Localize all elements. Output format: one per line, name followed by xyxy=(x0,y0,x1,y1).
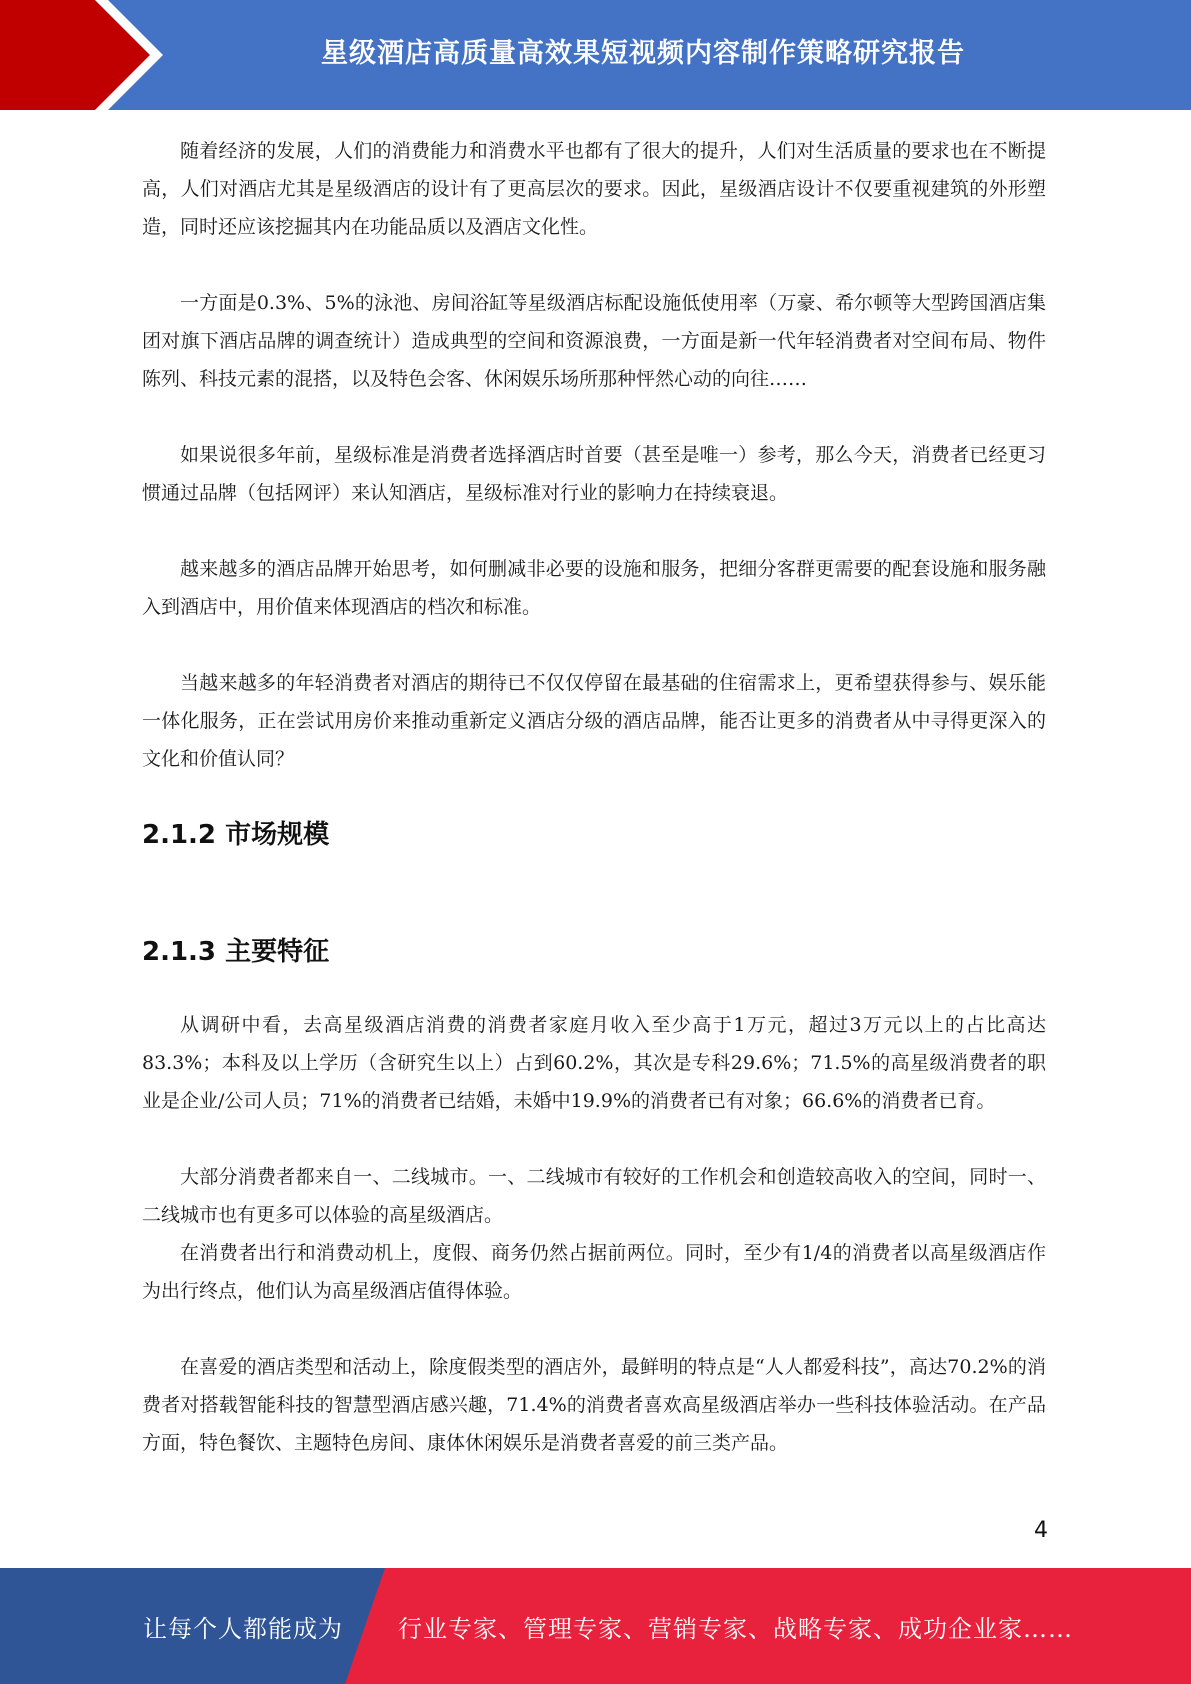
paragraph-9: 在喜爱的酒店类型和活动上，除度假类型的酒店外，最鲜明的特点是“人人都爱科技”，高达70.2%的消费者对搭载智能科技的智慧型酒店感兴趣，71.4%的消费者喜欢高星级酒店举办一些科技体验活动。在产品方面，特色餐饮、主题特色房间、康体休闲娱乐是消费者喜爱的前三类产品。 xyxy=(142,1356,1046,1454)
document-body xyxy=(142,132,1046,1462)
section-heading-2-1-3: 2.1.3 主要特征 xyxy=(142,937,330,967)
paragraph-2: 一方面是0.3%、5%的泳池、房间浴缸等星级酒店标配设施低使用率（万豪、希尔顿等大型跨国酒店集团对旗下酒店品牌的调查统计）造成典型的空间和资源浪费，一方面是新一代年轻消费者对空间布局、物件陈列、科技元素的混搭，以及特色会客、休闲娱乐场所那种怦然心动的向往…… xyxy=(142,292,1046,390)
paragraph-1: 随着经济的发展，人们的消费能力和消费水平也都有了很大的提升，人们对生活质量的要求也在不断提高，人们对酒店尤其是星级酒店的设计有了更高层次的要求。因此，星级酒店设计不仅要重视建筑的外形塑造，同时还应该挖掘其内在功能品质以及酒店文化性。 xyxy=(142,140,1046,238)
footer-slogan-right: 行业专家、管理专家、营销专家、战略专家、成功企业家…… xyxy=(398,1614,1073,1643)
paragraph-3: 如果说很多年前，星级标准是消费者选择酒店时首要（甚至是唯一）参考，那么今天，消费者已经更习惯通过品牌（包括网评）来认知酒店，星级标准对行业的影响力在持续衰退。 xyxy=(142,444,1046,504)
document-title: 星级酒店高质量高效果短视频内容制作策略研究报告 xyxy=(321,37,965,69)
paragraph-6: 从调研中看，去高星级酒店消费的消费者家庭月收入至少高于1万元，超过3万元以上的占比高达83.3%；本科及以上学历（含研究生以上）占到60.2%，其次是专科29.6%；71.5%的高星级消费者的职业是企业/公司人员；71%的消费者已结婚，未婚中19.9%的消费者已有对象；66.6%的消费者已育。 xyxy=(142,1014,1046,1112)
paragraph-4: 越来越多的酒店品牌开始思考，如何删减非必要的设施和服务，把细分客群更需要的配套设施和服务融入到酒店中，用价值来体现酒店的档次和标准。 xyxy=(142,558,1046,618)
section-heading-2-1-2: 2.1.2 市场规模 xyxy=(142,820,330,850)
page-footer xyxy=(0,1568,1191,1684)
page-number: 4 xyxy=(1034,1518,1048,1543)
paragraph-5: 当越来越多的年轻消费者对酒店的期待已不仅仅停留在最基础的住宿需求上，更希望获得参与、娱乐能一体化服务，正在尝试用房价来推动重新定义酒店分级的酒店品牌，能否让更多的消费者从中寻得更深入的文化和价值认同？ xyxy=(142,672,1046,770)
page-header xyxy=(0,0,1191,110)
paragraph-8: 在消费者出行和消费动机上，度假、商务仍然占据前两位。同时，至少有1/4的消费者以高星级酒店作为出行终点，他们认为高星级酒店值得体验。 xyxy=(142,1242,1046,1302)
paragraph-7: 大部分消费者都来自一、二线城市。一、二线城市有较好的工作机会和创造较高收入的空间，同时一、二线城市也有更多可以体验的高星级酒店。 xyxy=(142,1166,1046,1226)
footer-slogan-left: 让每个人都能成为 xyxy=(143,1614,343,1643)
header-red-arrow xyxy=(0,0,150,110)
